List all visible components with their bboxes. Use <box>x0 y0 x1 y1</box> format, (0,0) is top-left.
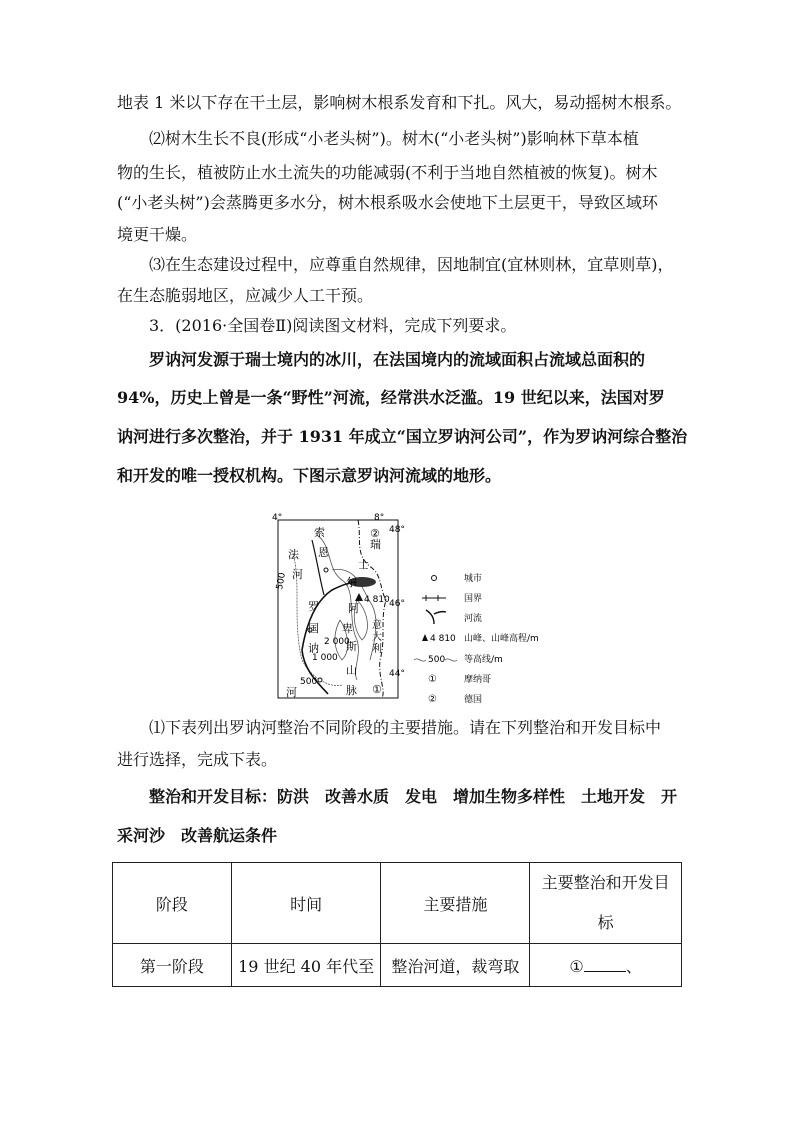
map-region-label: 国 <box>308 622 319 635</box>
measures-table <box>112 862 682 987</box>
map-region-label: 罗 <box>308 600 319 613</box>
cell-goals <box>530 944 682 987</box>
legend-symbol: ② <box>428 694 437 705</box>
goals-line: 整治和开发目标：防洪 改善水质 发电 增加生物多样性 土地开发 开 <box>149 787 678 806</box>
answer-paragraph-2-line: 物的生长，植被防止水土流失的功能减弱(不利于当地自然植被的恢复)。树木 <box>117 163 658 182</box>
material-paragraph-line: 讷河进行多次整治，并于 1931 年成立“国立罗讷河公司”，作为罗讷河综合整治 <box>117 427 688 446</box>
contour-label: 500 <box>300 677 318 687</box>
rhone-basin-map <box>262 510 582 710</box>
question-3-heading: 3．(2016·全国卷Ⅱ)阅读图文材料，完成下列要求。 <box>149 316 517 335</box>
answer-paragraph-3-line: 在生态脆弱地区，应减少人工干预。 <box>117 286 374 305</box>
legend-peak-icon <box>422 634 428 641</box>
answer-paragraph-3: ⑶在生态建设过程中，应尊重自然规律，因地制宜(宜林则林，宜草则草)， <box>149 255 674 274</box>
lon-label-right: 8° <box>374 513 385 523</box>
lat-label-top: 48° <box>389 525 405 535</box>
lat-label-bottom: 44° <box>389 669 405 679</box>
map-region-label: 尔 <box>346 576 357 589</box>
header-goals: 主要整治和开发目标 <box>530 863 682 944</box>
table-row <box>113 944 682 987</box>
legend-label: 国界 <box>464 594 483 604</box>
map-legend <box>414 572 539 705</box>
map-region-label: 大 <box>372 632 382 643</box>
material-paragraph-line: 94%，历史上曾是一条“野性”河流，经常洪水泛滥。19 世纪以来，法国对罗 <box>117 388 665 407</box>
legend-contour-icon <box>414 659 426 661</box>
cell-stage: 第一阶段 <box>113 944 232 987</box>
legend-symbol: ① <box>428 674 437 685</box>
answer-paragraph-2-line: (“小老头树”)会蒸腾更多水分，树木根系吸水会使地下土层更干，导致区域环 <box>117 193 658 212</box>
map-region-label: 士 <box>358 558 369 571</box>
map-region-label: 利 <box>372 644 382 655</box>
legend-border-icon <box>422 595 446 601</box>
legend-label: 德国 <box>464 695 483 705</box>
answer-paragraph-2: ⑵树木生长不良(形成“小老头树”)。树木(“小老头树”)影响林下草本植 <box>149 129 639 148</box>
legend-river-icon <box>426 610 446 624</box>
lon-label-left: 4° <box>272 513 283 523</box>
contour-label: 500 <box>275 571 288 591</box>
marker-germany: ② <box>370 527 380 540</box>
legend-label: 等高线/m <box>464 655 503 665</box>
sub-question-1-line: 进行选择，完成下表。 <box>117 750 278 769</box>
material-paragraph: 罗讷河发源于瑞士境内的冰川，在法国境内的流域面积占流域总面积的 <box>149 350 646 369</box>
answer-paragraph-1: 地表 1 米以下存在干土层，影响树木根系发育和下扎。风大，易动摇树木根系。 <box>117 93 682 112</box>
cell-time: 19 世纪 40 年代至 <box>231 944 381 987</box>
map-region-label: 瑞 <box>370 538 381 551</box>
lat-label-mid: 46° <box>389 599 405 609</box>
answer-separator: 、 <box>625 956 642 976</box>
answer-paragraph-2-line: 境更干燥。 <box>117 225 198 244</box>
legend-city-icon <box>432 576 437 581</box>
contour-label: 1 000 <box>312 653 338 663</box>
map-region-label: 卑 <box>342 622 353 635</box>
legend-label: 山峰、山峰高程/m <box>464 634 539 644</box>
header-stage: 阶段 <box>113 863 232 944</box>
map-region-label: 阿 <box>348 602 359 615</box>
cell-measures: 整治河道，裁弯取 <box>381 944 530 987</box>
header-measures: 主要措施 <box>381 863 530 944</box>
table-header-row <box>113 863 682 944</box>
map-region-label: 河 <box>292 568 303 581</box>
legend-contour-value: 500 <box>428 655 446 665</box>
legend-peak-value: 4 810 <box>430 634 456 644</box>
marker-monaco: ① <box>372 683 382 696</box>
city-icon <box>324 568 328 572</box>
city-icon <box>318 678 322 682</box>
contour-label: 2 000 <box>324 637 350 647</box>
map-region-label: 法 <box>288 548 299 561</box>
map-region-label: 山 <box>346 664 357 677</box>
sub-question-1: ⑴下表列出罗讷河整治不同阶段的主要措施。请在下列整治和开发目标中 <box>149 718 662 737</box>
material-paragraph-line: 和开发的唯一授权机构。下图示意罗讷河流域的地形。 <box>117 466 502 485</box>
goals-line: 采河沙 改善航运条件 <box>117 826 278 845</box>
map-region-label: 河 <box>286 686 297 699</box>
map-region-label: 恩 <box>318 546 329 559</box>
map-region-label: 索 <box>314 526 325 539</box>
map-region-label: 讷 <box>308 642 319 655</box>
peak-elevation: 4 810 <box>364 595 390 605</box>
legend-label: 河流 <box>464 614 483 624</box>
answer-blank[interactable] <box>584 957 626 972</box>
legend-label: 城市 <box>464 574 483 584</box>
map-region-label: 斯 <box>346 640 357 653</box>
legend-contour-icon <box>445 659 457 661</box>
legend-label: 摩纳哥 <box>464 675 492 685</box>
map-region-label: 意 <box>372 620 382 631</box>
map-region-label: 脉 <box>346 684 357 697</box>
header-time: 时间 <box>231 863 381 944</box>
answer-marker: ① <box>569 956 584 976</box>
map-figure <box>262 510 582 710</box>
